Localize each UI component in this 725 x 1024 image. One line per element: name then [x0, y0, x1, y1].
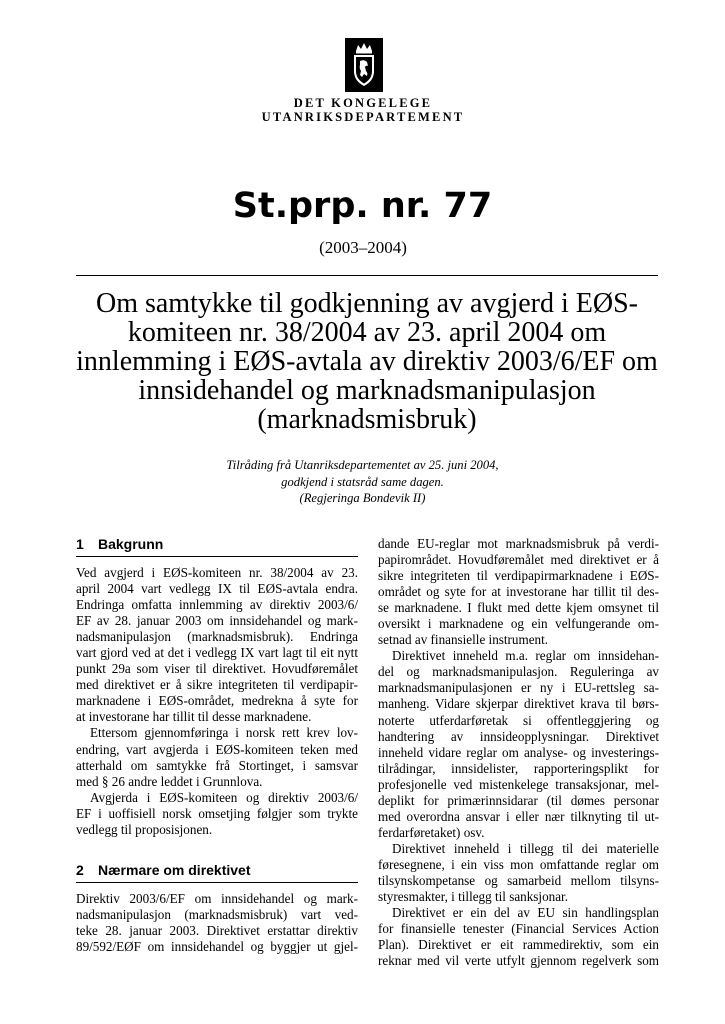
paragraph	[378, 905, 659, 969]
text-line: nadsmanipulasjon (marknadsmisbruk) vart ved-	[76, 906, 358, 922]
document-session: (2003–2004)	[319, 238, 407, 257]
text-line: Ved avgjerd i EØS-komiteen nr. 38/2004 av 23.	[76, 565, 358, 580]
text-line: Direktivet inneheld m.a. reglar om innsidehan-	[392, 648, 659, 664]
main-title	[70, 289, 664, 434]
text-line: se marknadene. I flukt med dette kjem omsynet til	[378, 600, 659, 616]
paragraph	[76, 565, 358, 725]
text-line: papirområdet. Hovudføremålet med direktivet er å	[378, 552, 659, 568]
text-line: punkt 29a som viser til direktivet. Hovudføremålet	[76, 661, 358, 677]
text-line: tilrådingar, innsidelister, rapporteringsplikt for	[378, 760, 659, 776]
text-line: teke 28. januar 2003. Direktivet erstattar direktiv	[76, 922, 358, 938]
text-line: sikre integriteten til verdipapirmarknadene i EØS-	[378, 568, 659, 584]
text-line: Avgjerda i EØS-komiteen og direktiv 2003/6/	[90, 789, 358, 805]
text-line: Direktivet inneheld i tillegg til dei materielle	[392, 840, 659, 856]
text-line: setnad av finansielle instrument.	[378, 632, 549, 648]
text-line: oversikt i marknadene og ein velfungerande om-	[378, 616, 659, 632]
text-line: Ettersom gjennomføringa i norsk rett krev lov-	[90, 725, 358, 741]
org-name-line2: UTANRIKSDEPARTEMENT	[261, 110, 465, 124]
text-line: føresegnene, i ein viss mon omfattande reglar om	[378, 856, 659, 872]
main-title-line: (marknadsmisbruk)	[257, 404, 477, 435]
text-line: april 2004 vart vedlegg IX til EØS-avtala endra.	[76, 581, 358, 597]
coat-of-arms-icon	[345, 38, 383, 92]
text-line: handtering av innsideopplysningar. Direktivet	[378, 728, 659, 744]
section-heading-bakgrunn	[76, 534, 358, 557]
text-line: EF av 28. januar 2003 om innsidehandel og mark-	[76, 613, 358, 629]
text-line: dande EU-reglar mot marknadsmisbruk på verdi-	[378, 536, 659, 551]
text-line: styresmakter, i tillegg til sanksjonar.	[378, 889, 568, 905]
text-line: Direktivet er ein del av EU sin handlingsplan	[392, 905, 659, 921]
main-title-line: Om samtykke til godkjenning av avgjerd i EØS-	[95, 288, 639, 319]
text-line: marknadsmanipulasjonen er ny i EU-rettsleg sa-	[378, 680, 659, 696]
paragraph	[76, 891, 358, 955]
title-divider	[76, 275, 658, 276]
main-title-line: innsidehandel og marknadsmanipulasjon	[138, 375, 596, 406]
paragraph	[378, 648, 659, 841]
document-title: St.prp. nr. 77	[232, 186, 493, 226]
recommendation-line: Tilråding frå Utanriksdepartementet av 25. juni 2004,	[226, 458, 499, 472]
text-line: med § 26 andre leddet i Grunnlova.	[76, 773, 263, 789]
text-line: området og syte for at investorane har tillit til des-	[378, 584, 659, 600]
text-line: noterte utferdarføretak si offentleggjering og	[378, 712, 659, 728]
text-line: at investorane har tillit til desse marknadene.	[76, 709, 312, 725]
text-line: Direktiv 2003/6/EF om innsidehandel og mark-	[76, 890, 358, 906]
text-line: reknar med vil verte utfylt gjennom regelverk som	[378, 953, 659, 969]
paragraph	[378, 841, 659, 905]
section-number: 2	[76, 861, 84, 878]
text-line: deplikt for primærinnsidarar (til dømes personar	[378, 792, 659, 808]
main-title-line: innlemming i EØS-avtala av direktiv 2003/6/EF om	[76, 346, 658, 377]
recommendation	[150, 457, 575, 507]
text-line: Endringa omfatta innlemming av direktiv 2003/6/	[76, 597, 358, 613]
recommendation-line: (Regjeringa Bondevik II)	[299, 491, 426, 505]
paragraph	[76, 790, 358, 838]
org-name-line1: DET KONGELEGE	[293, 96, 433, 110]
text-line: 89/592/EØF om innsidehandel og byggjer ut gjel-	[76, 938, 358, 954]
text-line: manheng. Vidare skjerpar direktivet krava til børs-	[378, 696, 659, 712]
section-heading-naermare	[76, 860, 358, 883]
left-column	[76, 534, 358, 955]
right-column	[378, 536, 659, 969]
text-line: inneheld vidare reglar om analyse- og investerings-	[378, 744, 659, 760]
text-line: for finansielle tenester (Financial Services Action	[378, 921, 659, 937]
text-line: profesjonelle ved mistenkelege transaksjonar, mel-	[378, 776, 659, 792]
text-line: endring, vart avgjerda i EØS-komiteen teken med	[76, 741, 358, 757]
section-title: Bakgrunn	[98, 536, 164, 552]
text-line: vedlegg til proposisjonen.	[76, 821, 213, 837]
text-line: marknadene i EØS-området, medrekna å syte for	[76, 693, 358, 709]
text-line: tilsynskompetanse og samarbeid mellom tilsyns-	[378, 872, 659, 888]
text-line: med overordna ansvar i eller nær tilknyting til ut-	[378, 808, 659, 824]
section-title: Nærmare om direktivet	[98, 861, 251, 878]
paragraph	[378, 536, 659, 648]
text-line: vart gjord ved at det i vedlegg IX vart lagt til eit nytt	[76, 645, 358, 661]
text-line: ferdarføretaket) osv.	[378, 824, 485, 840]
text-line: Plan). Direktivet er eit rammedirektiv, som ein	[378, 937, 659, 953]
recommendation-line: godkjend i statsråd same dagen.	[281, 474, 444, 489]
paragraph	[76, 725, 358, 789]
section-number: 1	[76, 536, 84, 552]
text-line: atterhald om samtykke frå Stortinget, i samsvar	[76, 757, 358, 773]
text-line: EF i uoffisiell norsk omsetjing følgjer som trykte	[76, 805, 358, 821]
text-line: nadsmanipulasjon (marknadsmisbruk). Endringa	[76, 629, 358, 645]
text-line: med direktivet er å sikre integriteten til verdipapir-	[76, 677, 358, 693]
text-line: del og marknadsmanipulasjon. Reguleringa av	[378, 664, 659, 680]
main-title-line: komiteen nr. 38/2004 av 23. april 2004 om	[127, 317, 607, 348]
